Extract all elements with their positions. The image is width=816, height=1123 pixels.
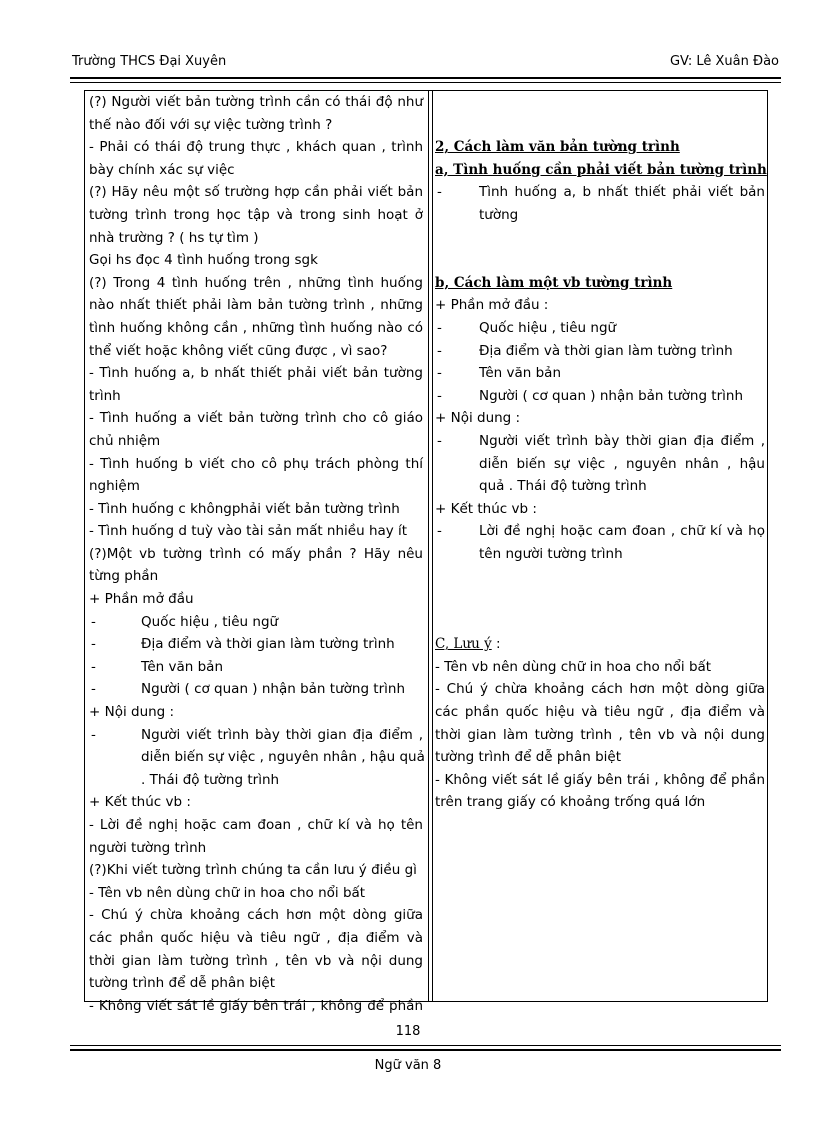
page-number: 118 bbox=[395, 1024, 421, 1039]
header-rule-thick bbox=[70, 77, 781, 79]
note-line: trên trang giấy có khoảng trống quá lớn bbox=[435, 794, 706, 811]
left-line: nhà trường ? ( hs tự tìm ) bbox=[89, 229, 259, 246]
left-line: - Chú ý chừa khoảng cách hơn một dòng giữa bbox=[89, 907, 423, 924]
left-line: (?) Hãy nêu một số trường hợp cần phải viết bản bbox=[89, 184, 423, 201]
left-column bbox=[89, 91, 423, 1017]
note-line: thời gian làm tường trình , tên vb và nội dung bbox=[435, 726, 765, 743]
left-line: trình bbox=[89, 387, 121, 404]
body-item-cont: diễn biến sự việc , nguyên nhân , hậu bbox=[479, 455, 765, 472]
left-line: tường trình trong học tập và trong sinh hoạt ở bbox=[89, 206, 423, 223]
left-line: tình huống không cần , những tình huống nào có bbox=[89, 319, 423, 336]
left-line: (?)Một vb tường trình có mấy phần ? Hãy nêu bbox=[89, 545, 423, 562]
left-line: + Phần mở đầu bbox=[89, 591, 194, 608]
left-line: (?) Người viết bản tường trình cần có thái độ như bbox=[89, 94, 423, 110]
left-line: nào nhất thiết phải làm bản tường trình , những bbox=[89, 297, 423, 314]
note-line: các phần quốc hiệu và tiêu ngữ , địa điểm và bbox=[435, 704, 765, 721]
subsection-b-title: b, Cách làm một vb tường trình bbox=[435, 274, 673, 291]
end-item-cont: tên người tường trình bbox=[479, 545, 623, 562]
left-line: thế nào đối với sự việc tường trình ? bbox=[89, 116, 333, 133]
left-bullet-item: - Người ( cơ quan ) nhận bản tường trình bbox=[89, 678, 423, 701]
left-line: + Nội dung : bbox=[89, 704, 175, 721]
left-line: - Tình huống c khôngphải viết bản tường trình bbox=[89, 500, 400, 517]
left-bullet-item: - Quốc hiệu , tiêu ngữ bbox=[89, 611, 423, 634]
left-line: bày chính xác sự việc bbox=[89, 161, 235, 178]
left-line: - Tình huống a viết bản tường trình cho cô giáo bbox=[89, 410, 423, 427]
section-c-heading bbox=[435, 633, 765, 656]
left-line: - Tình huống a, b nhất thiết phải viết bản tường bbox=[89, 365, 423, 382]
footer-rule-thick bbox=[70, 1049, 781, 1051]
left-line: tường trình để dễ phân biệt bbox=[89, 975, 276, 992]
header-rule-thin bbox=[70, 82, 781, 83]
body-item-cont: quả . Thái độ tường trình bbox=[479, 478, 647, 495]
left-line: - Không viết sát lề giấy bên trái , không để phần bbox=[89, 997, 423, 1014]
left-line: người tường trình bbox=[89, 839, 207, 856]
left-line: - Lời đề nghị hoặc cam đoan , chữ kí và họ tên bbox=[89, 817, 423, 833]
intro-item: - Quốc hiệu , tiêu ngữ bbox=[435, 317, 765, 340]
subsection-a-item-cont: tường bbox=[479, 206, 519, 223]
footer-rule-thin bbox=[70, 1045, 781, 1046]
intro-item: - Tên văn bản bbox=[435, 362, 765, 385]
left-line: . Thái độ tường trình bbox=[141, 771, 280, 788]
left-line: các phần quốc hiệu và tiêu ngữ , địa điểm và bbox=[89, 929, 423, 946]
intro-item: - Người ( cơ quan ) nhận bản tường trình bbox=[435, 385, 765, 408]
left-line: (?)Khi viết tường trình chúng ta cần lưu ý điều gì bbox=[89, 862, 417, 879]
left-bullet-item: - Địa điểm và thời gian làm tường trình bbox=[89, 633, 423, 656]
left-line: thể viết hoặc không viết cũng được , vì sao? bbox=[89, 342, 388, 359]
left-line: - Phải có thái độ trung thực , khách quan , trình bbox=[89, 139, 423, 156]
column-divider bbox=[428, 91, 433, 1001]
header-teacher: GV: Lê Xuân Đào bbox=[669, 54, 779, 69]
body-item: - Người viết trình bày thời gian địa điểm , bbox=[435, 430, 765, 453]
left-line: - Tình huống b viết cho cô phụ trách phòng thí bbox=[89, 455, 423, 472]
section-c-colon: : bbox=[491, 636, 501, 653]
note-line: - Không viết sát lề giấy bên trái , không để phần bbox=[435, 771, 765, 788]
header-school: Trường THCS Đại Xuyên bbox=[72, 54, 227, 69]
left-bullet-item: - Người viết trình bày thời gian địa điểm , bbox=[89, 724, 423, 747]
body-label: + Nội dung : bbox=[435, 410, 521, 427]
intro-item: - Địa điểm và thời gian làm tường trình bbox=[435, 340, 765, 363]
lesson-table bbox=[84, 90, 768, 1014]
left-line: (?) Trong 4 tình huống trên , những tình huống bbox=[89, 274, 423, 291]
right-column bbox=[435, 91, 765, 814]
note-line: - Tên vb nên dùng chữ in hoa cho nổi bất bbox=[435, 658, 712, 675]
left-line: thời gian làm tường trình , tên vb và nội dung bbox=[89, 952, 423, 969]
intro-label: + Phần mở đầu : bbox=[435, 297, 549, 314]
left-bullet-item: - Tên văn bản bbox=[89, 656, 423, 679]
left-line: - Tên vb nên dùng chữ in hoa cho nổi bất bbox=[89, 884, 366, 901]
left-line: Gọi hs đọc 4 tình huống trong sgk bbox=[89, 252, 318, 269]
subsection-a-title: a, Tình huống cần phải viết bản tường trình bbox=[435, 161, 767, 178]
section-2-title: 2, Cách làm văn bản tường trình bbox=[435, 139, 680, 156]
note-line: - Chú ý chừa khoảng cách hơn một dòng giữa bbox=[435, 681, 765, 698]
left-line: + Kết thúc vb : bbox=[89, 794, 191, 811]
left-line: chủ nhiệm bbox=[89, 432, 161, 449]
end-item: - Lời đề nghị hoặc cam đoan , chữ kí và họ bbox=[435, 520, 765, 543]
left-line: từng phần bbox=[89, 568, 159, 585]
note-line: tường trình để dễ phân biệt bbox=[435, 749, 622, 766]
end-label: + Kết thúc vb : bbox=[435, 500, 537, 517]
left-line: nghiệm bbox=[89, 478, 140, 495]
left-line: diễn biến sự việc , nguyên nhân , hậu quả bbox=[141, 749, 425, 766]
left-line: - Tình huống d tuỳ vào tài sản mất nhiều hay ít bbox=[89, 523, 408, 540]
subsection-a-item: - Tình huống a, b nhất thiết phải viết bản bbox=[435, 181, 765, 204]
section-c-title: C, Lưu ý bbox=[435, 636, 492, 653]
footer-subject: Ngữ văn 8 bbox=[374, 1058, 442, 1073]
